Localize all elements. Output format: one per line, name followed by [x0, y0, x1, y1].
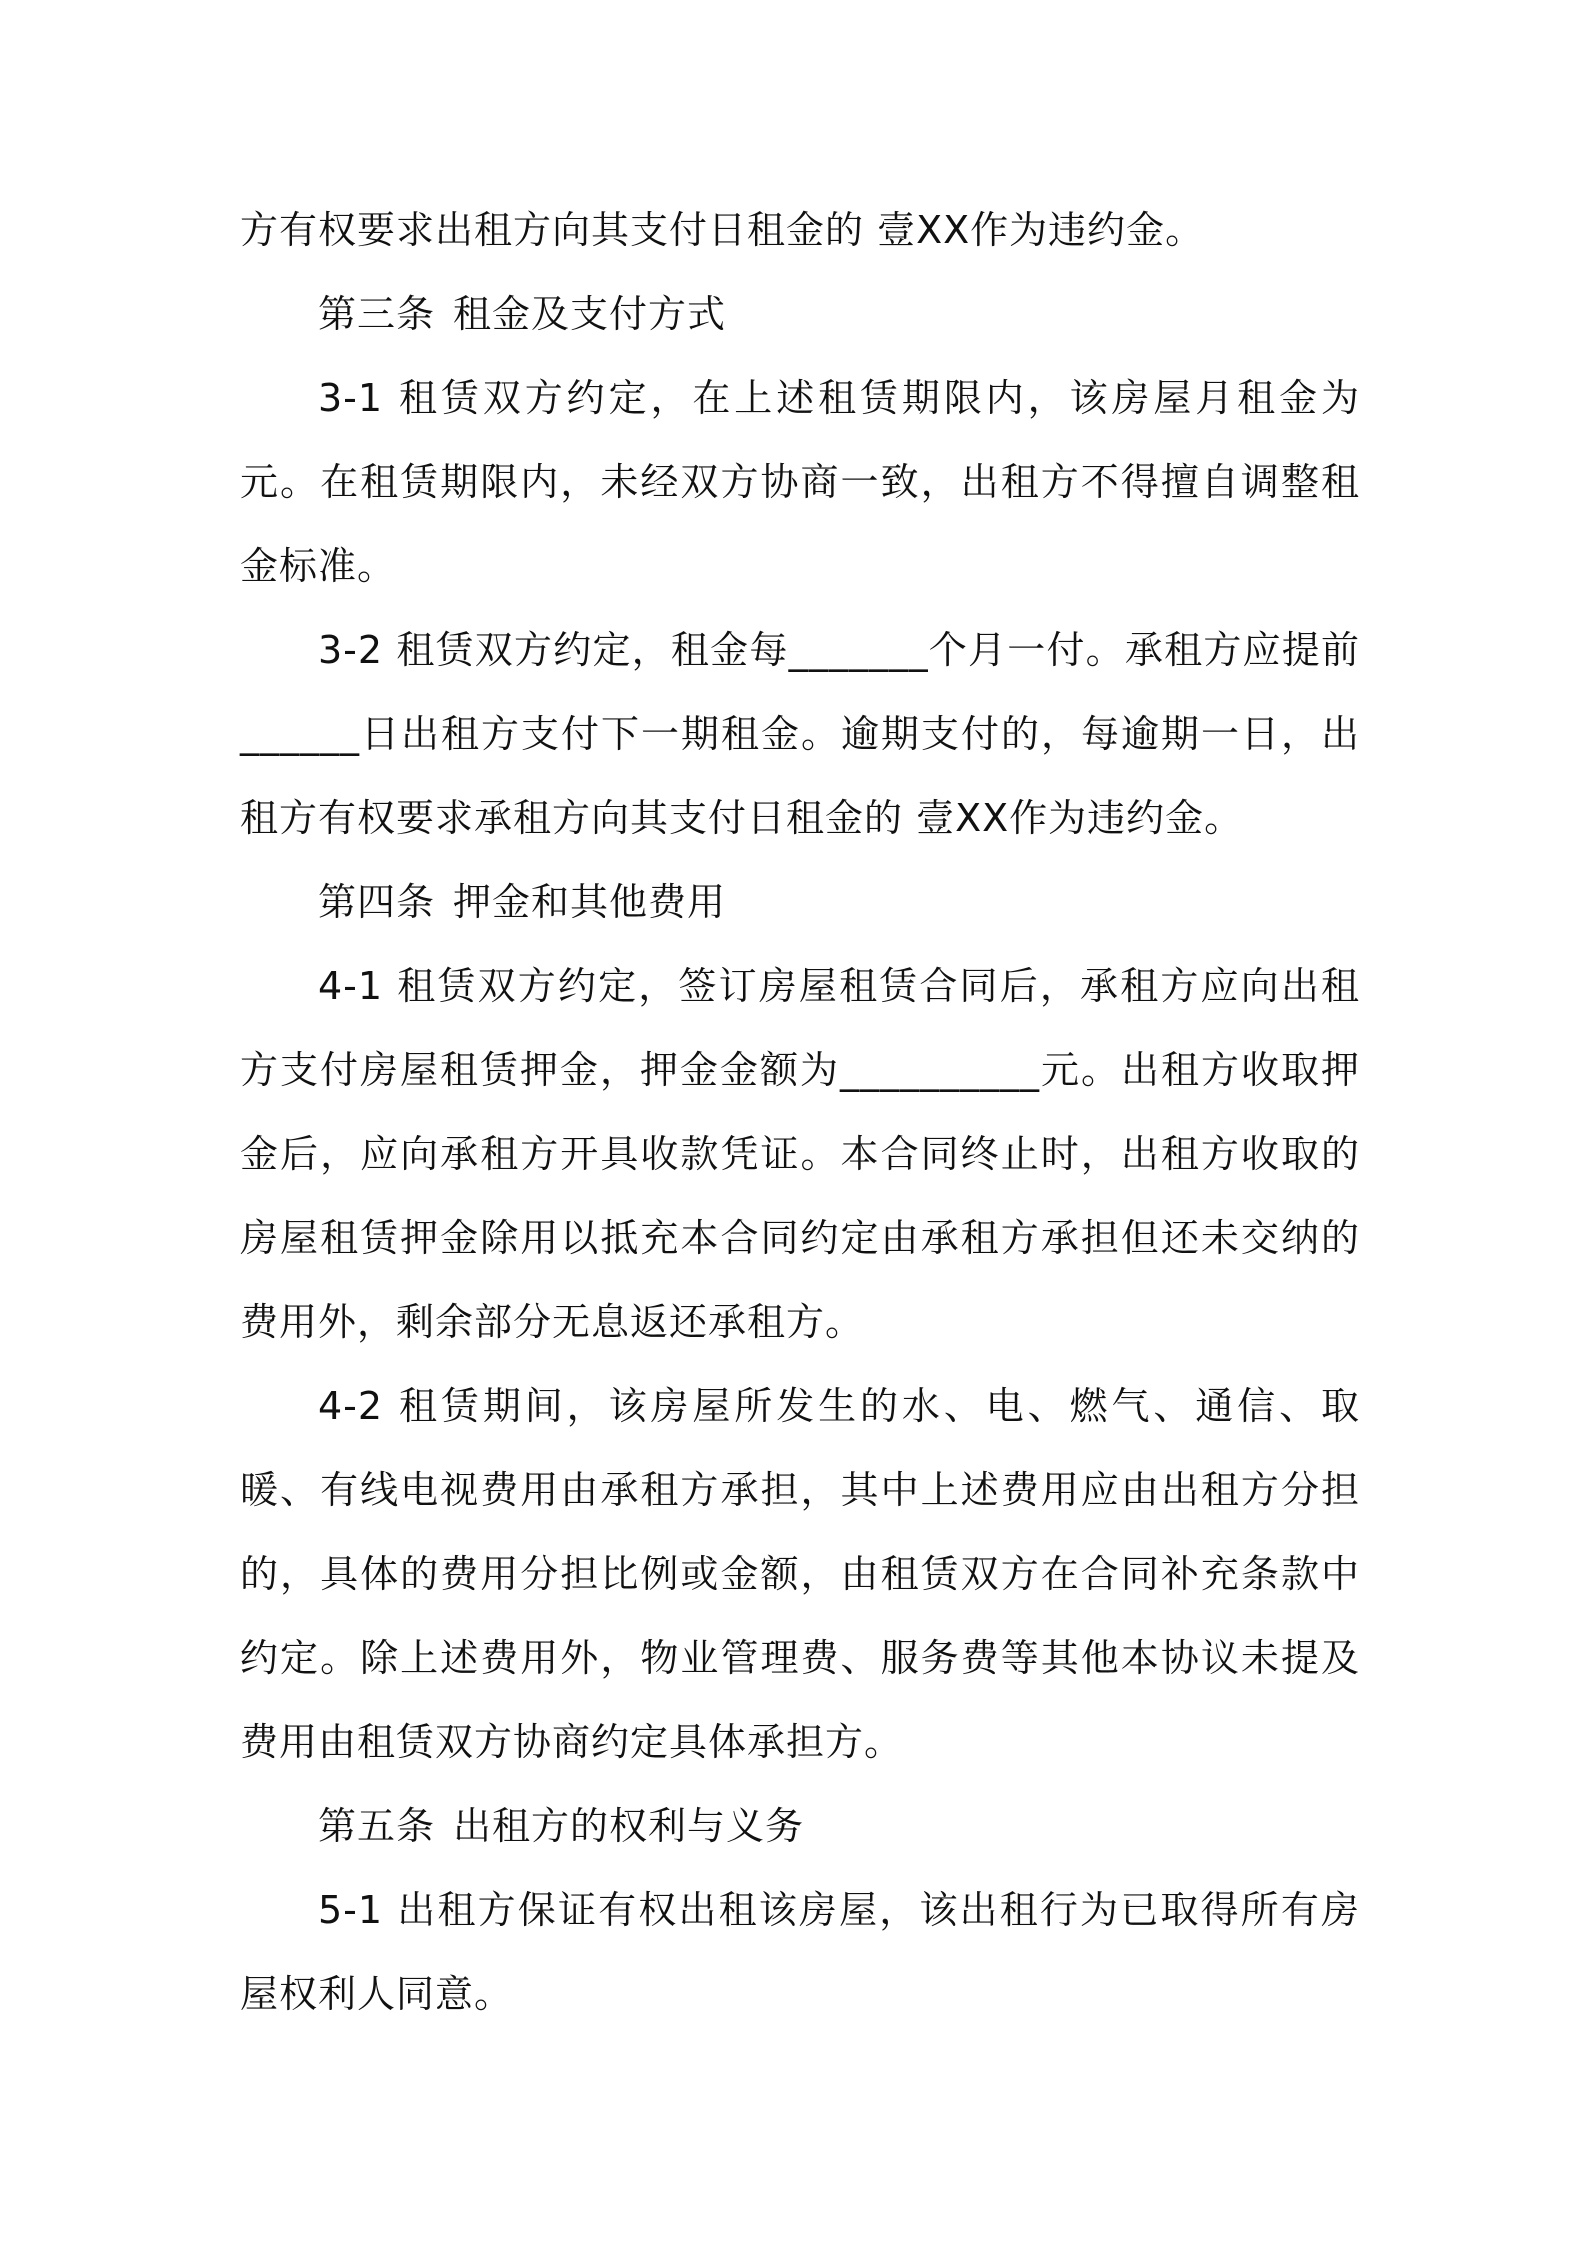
article-heading-5 [240, 1784, 1360, 1868]
article-number: 第三条 [318, 292, 436, 336]
clause-4-2: 4-2 租赁期间，该房屋所发生的水、电、燃气、通信、取暖、有线电视费用由承租方承担，其中上述费用应由出租方分担的，具体的费用分担比例或金额，由租赁双方在合同补充条款中约定。除上述费用外，物业管理费、服务费等其他本协议未提及费用由租赁双方协商约定具体承担方。 [240, 1384, 1360, 1764]
article-number: 第五条 [318, 1804, 436, 1848]
article-title: 租金及支付方式 [453, 292, 727, 336]
article-number: 第四条 [318, 880, 436, 924]
article-heading-4 [240, 860, 1360, 944]
document-body [240, 188, 1360, 2036]
clause-5-1: 5-1 出租方保证有权出租该房屋，该出租行为已取得所有房屋权利人同意。 [240, 1888, 1360, 2016]
article-heading-3 [240, 272, 1360, 356]
article-title: 押金和其他费用 [453, 880, 727, 924]
clause-3-1: 3-1 租赁双方约定，在上述租赁期限内，该房屋月租金为元。在租赁期限内，未经双方协商一致，出租方不得擅自调整租金标准。 [240, 376, 1360, 588]
article-title: 出租方的权利与义务 [453, 1804, 805, 1848]
paragraph-continuation: 方有权要求出租方向其支付日租金的 壹XX作为违约金。 [240, 208, 1205, 252]
clause-3-2: 3-2 租赁双方约定，租金每_______个月一付。承租方应提前______日出租方支付下一期租金。逾期支付的，每逾期一日，出租方有权要求承租方向其支付日租金的 壹XX作为违约金。 [240, 628, 1360, 840]
clause-4-1: 4-1 租赁双方约定，签订房屋租赁合同后，承租方应向出租方支付房屋租赁押金，押金金额为__________元。出租方收取押金后，应向承租方开具收款凭证。本合同终止时，出租方收取的房屋租赁押金除用以抵充本合同约定由承租方承担但还未交纳的费用外，剩余部分无息返还承租方。 [240, 964, 1360, 1344]
